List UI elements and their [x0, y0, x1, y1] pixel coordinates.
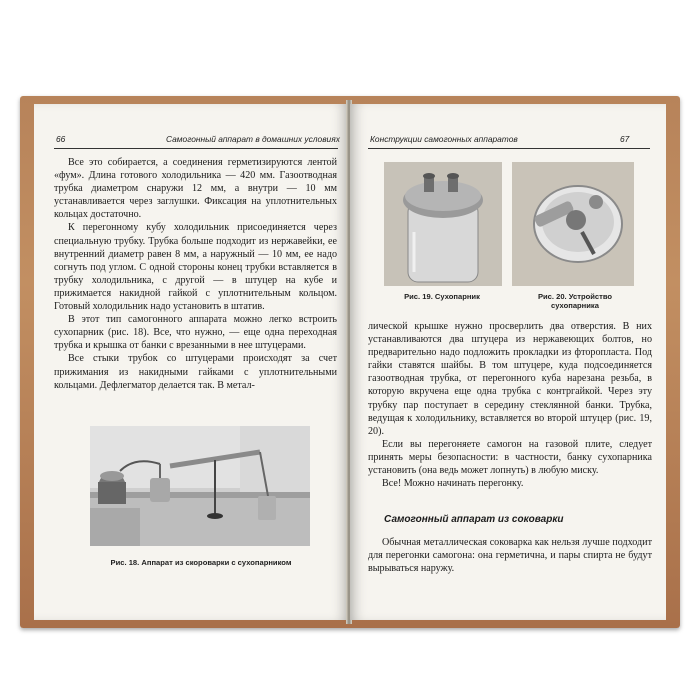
figure-19-caption: Рис. 19. Сухопарник: [404, 292, 480, 301]
figure-20-photo: [512, 162, 634, 286]
figure-18-photo: [90, 426, 310, 546]
right-running-title: Конструкции самогонных аппаратов: [370, 134, 518, 144]
left-body-text: [54, 156, 337, 392]
right-body-text-bottom: [368, 536, 652, 575]
figure-20-caption: Рис. 20. Устройство сухопарника: [537, 292, 613, 310]
figure-19-photo: [384, 162, 502, 286]
paragraph: К перегонному кубу холодильник присоединяется через специальную трубку. Трубка больше подходит из нержавейки, ее внутренний диаметр равен 8 мм, а наружный — 10 мм, ее надо согнуть под углом. С одной стороны конец трубки вставляется в трубку холодильника, с другой — в штуцер на кубе и прижимается накидной гайкой с уплотнительным кольцом. Готовый холодильник надо установить в штатив.: [54, 222, 337, 313]
paragraph: В этот тип самогонного аппарата можно легко встроить сухопарник (рис. 18). Все, что нужно, — еще одна переходная трубка и крышка от банки с врезанными в нее штуцерами.: [54, 314, 337, 352]
left-page-number: 66: [56, 134, 66, 144]
right-body-text-top: [368, 320, 652, 490]
paragraph: Все это собирается, а соединения герметизируются лентой «фум». Длина готового холодильника — 420 мм. Газоотводная трубка диаметром снаружи 12 мм, а внутри — 10 мм устанавливается через заглушки. Фиксация на уплотнительных кольцах достаточно.: [54, 157, 337, 221]
right-header-rule: [368, 148, 650, 149]
paragraph: лической крышке нужно просверлить два отверстия. В них устанавливаются два штуцера из нержавеющих болтов, но предварительно надо подложить прокладки из фторопласта. Под гайки ставятся шайбы. В том штуцере, куда подсоединяется газоотводная трубка, от перегонного куба нарезана резьба, в которую вкручена еще одна трубка с контргайкой. Через эту трубку пар поступает в середину стеклянной банки. Трубка, ведущая к холодильнику, вставляется во второй штуцер (рис. 19, 20).: [368, 321, 652, 437]
left-page: [34, 104, 348, 620]
figure-18-caption: Рис. 18. Аппарат из скороварки с сухопарником: [110, 558, 292, 567]
paragraph: Все стыки трубок со штуцерами происходят за счет прижимания из накидными гайками с уплотнительными кольцами. Дефлегматор делается так. В метал-: [54, 353, 337, 391]
paragraph: Если вы перегоняете самогон на газовой плите, следует принять меры безопасности: в частности, банку сухопарника установить (она ведь может лопнуть) в любую миску.: [368, 438, 652, 477]
left-header-rule: [54, 148, 338, 149]
paragraph: Обычная металлическая соковарка как нельзя лучше подходит для перегонки самогона: она герметична, и пары спирта не будут вырываться наружу.: [368, 537, 652, 575]
paragraph: Все! Можно начинать перегонку.: [382, 478, 524, 490]
right-page-number: 67: [620, 134, 630, 144]
left-running-title: Самогонный аппарат в домашних условиях: [166, 134, 340, 144]
right-page: [350, 104, 666, 620]
section-heading: Самогонный аппарат из соковарки: [384, 514, 564, 525]
